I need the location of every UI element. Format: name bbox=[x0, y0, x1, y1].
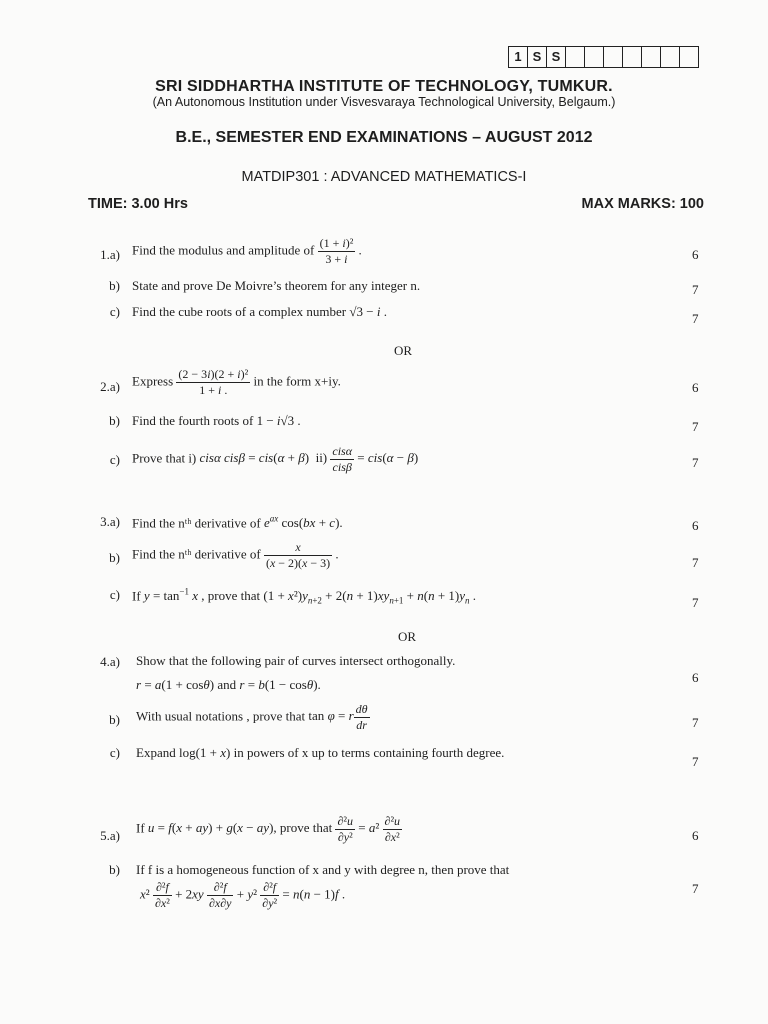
question-marks: 6 bbox=[692, 247, 699, 262]
usn-box bbox=[566, 47, 585, 67]
question-prompt: Expand bbox=[136, 745, 176, 760]
question-prompt: Find the modulus and amplitude of bbox=[132, 242, 315, 258]
question-math: 1 − i√3 . bbox=[256, 413, 301, 428]
question-marks: 6 bbox=[692, 828, 699, 843]
question-label: 3.a) bbox=[100, 514, 120, 529]
question-text bbox=[132, 413, 301, 429]
or-divider: OR bbox=[398, 629, 417, 644]
question-label: 2.a) bbox=[100, 379, 120, 394]
question-label: b) bbox=[109, 862, 120, 877]
question-math: $\frac{\text{(1 + i)²}}{3 + i}$ bbox=[319, 236, 354, 266]
usn-box bbox=[623, 47, 642, 67]
question-label: 5.a) bbox=[100, 828, 120, 843]
usn-box: 1 bbox=[509, 47, 528, 67]
question-label: c) bbox=[109, 745, 120, 760]
usn-box: S bbox=[528, 47, 547, 67]
question-prompt: If bbox=[136, 820, 145, 836]
question-math: $\frac{x}{(x - 2)(x - 3)}$ bbox=[265, 540, 331, 570]
question-text: State and prove De Moivre’s theorem for any integer n. bbox=[132, 278, 421, 293]
usn-box bbox=[680, 47, 698, 67]
question-math: log(1 + x) bbox=[178, 745, 231, 760]
or-divider: OR bbox=[394, 343, 413, 358]
institution-name: SRI SIDDHARTHA INSTITUTE OF TECHNOLOGY, TUMKUR. bbox=[155, 78, 613, 95]
question-prompt: With usual notations , prove that bbox=[136, 708, 306, 724]
question-marks: 6 bbox=[692, 518, 699, 533]
question-prompt: Find the nᵗʰ derivative of bbox=[132, 515, 261, 531]
question-label: b) bbox=[109, 278, 120, 293]
question-marks: 6 bbox=[692, 380, 699, 395]
question-math: u = f(x + ay) + g(x − ay), prove that $\frac{\text{∂²u}}{\text{∂y²}}$ = a² $\frac{\text{∂²u}}{\text{∂x²}}$ bbox=[147, 814, 401, 844]
question-math: cisα cisβ = cis(α + β) ii) $\frac{\text{cisα}}{\text{cisβ}}$ = cis(α − β) bbox=[199, 444, 419, 474]
question-text bbox=[132, 514, 343, 531]
question-text: Find the nᵗʰ derivative of $\frac{x}{(x - 2)(x - 3)}$ . bbox=[132, 540, 339, 570]
question-tail: in powers of x up to terms containing fourth degree. bbox=[233, 745, 505, 760]
question-label: b) bbox=[109, 413, 120, 428]
question-label: 1.a) bbox=[100, 247, 120, 262]
usn-box bbox=[604, 47, 623, 67]
question-prompt: Find the nᵗʰ derivative of bbox=[132, 546, 261, 562]
question-prompt: If bbox=[132, 588, 141, 604]
question-marks: 6 bbox=[692, 670, 699, 685]
question-text: Find the modulus and amplitude of $\frac{\text{(1 + i)²}}{3 + i}$ . bbox=[132, 236, 362, 266]
question-math: $\frac{\text{(2 − 3i)(2 + i)²}}{1 + i .}$ bbox=[178, 367, 249, 397]
usn-box bbox=[642, 47, 661, 67]
usn-boxes bbox=[508, 46, 699, 68]
question-prompt: Prove that i) bbox=[132, 450, 197, 466]
question-marks: 7 bbox=[692, 311, 699, 326]
question-marks: 7 bbox=[692, 555, 699, 570]
exam-title: B.E., SEMESTER END EXAMINATIONS – AUGUST 2012 bbox=[175, 129, 593, 146]
question-text bbox=[132, 587, 476, 606]
question-text: If f is a homogeneous function of x and y with degree n, then prove that bbox=[136, 862, 510, 877]
question-text bbox=[132, 367, 341, 398]
question-text bbox=[136, 702, 370, 733]
question-math: r = a(1 + cosθ) and r = b(1 − cosθ). bbox=[136, 677, 321, 692]
institution-subtitle: (An Autonomous Institution under Visvesvaraya Technological University, Belgaum.) bbox=[152, 95, 616, 109]
question-math: x² $\frac{\text{∂²f}}{\text{∂x²}}$ + 2xy $\frac{\text{∂²f}}{\partial x\partial y}$ + y² $\frac{\text{∂²f}}{\text{∂y²}}$ = n(n − 1)f . bbox=[140, 880, 346, 910]
max-marks: MAX MARKS: 100 bbox=[581, 196, 704, 212]
course-title: MATDIP301 : ADVANCED MATHEMATICS-I bbox=[241, 169, 527, 185]
question-label: b) bbox=[109, 712, 120, 727]
question-marks: 7 bbox=[692, 455, 699, 470]
question-text bbox=[136, 814, 402, 845]
question-label: c) bbox=[109, 587, 120, 602]
question-text bbox=[132, 444, 418, 475]
question-math: √3 − i . bbox=[349, 304, 387, 319]
question-marks: 7 bbox=[692, 715, 699, 730]
question-marks: 7 bbox=[692, 881, 699, 896]
question-label: c) bbox=[109, 452, 120, 467]
question-label: b) bbox=[109, 550, 120, 565]
usn-box bbox=[585, 47, 604, 67]
question-text bbox=[136, 745, 504, 761]
usn-box bbox=[661, 47, 680, 67]
time-allowed: TIME: 3.00 Hrs bbox=[88, 196, 188, 212]
question-marks: 7 bbox=[692, 595, 699, 610]
question-text: Show that the following pair of curves intersect orthogonally. bbox=[136, 653, 456, 668]
question-label: c) bbox=[109, 304, 120, 319]
question-text bbox=[132, 304, 387, 320]
question-marks: 7 bbox=[692, 419, 699, 434]
question-label: 4.a) bbox=[100, 654, 120, 669]
question-math: $e^{ax}$ cos(bx + c). bbox=[263, 514, 343, 531]
question-marks: 7 bbox=[692, 282, 699, 297]
question-marks: 7 bbox=[692, 754, 699, 769]
question-prompt: Find the fourth roots of bbox=[132, 413, 254, 428]
question-math: tan φ = r $\frac{d\theta}{dr}$ bbox=[308, 702, 368, 732]
usn-box: S bbox=[547, 47, 566, 67]
question-math: $y = \tan^{-1} x$ , prove that $(1 + x^2)y_{n+2} + 2(n + 1)xy_{n+1} + n(n + 1)y_n$ . bbox=[143, 587, 477, 606]
question-tail: in the form x+iy. bbox=[253, 373, 341, 389]
question-prompt: Express bbox=[132, 373, 174, 389]
question-prompt: Find the cube roots of a complex number bbox=[132, 304, 347, 319]
